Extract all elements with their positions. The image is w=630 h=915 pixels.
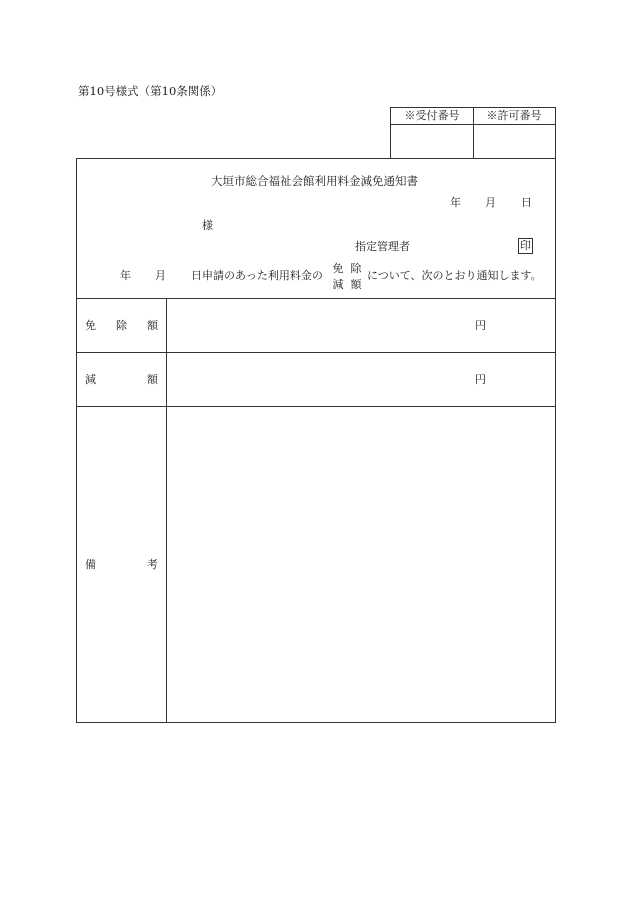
reception-number-label: ※受付番号 [404,109,460,122]
choice-reduction-2: 額 [350,278,362,291]
row-divider [77,298,555,299]
date-day: 日 [521,196,532,209]
reduction-amount-label-1: 減 [85,373,96,386]
sender-label: 指定管理者 [355,240,410,253]
exemption-amount-label-3: 額 [147,319,158,332]
date-year: 年 [450,196,461,209]
body-text-start: 日申請のあった利用料金の [191,269,323,282]
seal-mark [518,238,533,254]
date-month: 月 [485,196,496,209]
choice-reduction-1: 減 [332,278,344,291]
remarks-label-2: 考 [147,558,158,571]
body-text-end: について、次のとおり通知します。 [367,269,542,282]
reduction-amount-label-2: 額 [147,373,158,386]
exemption-amount-label-1: 免 [85,319,96,332]
row-divider [77,406,555,407]
form-number: 第10号様式（第10条関係） [78,84,223,98]
row-divider [77,352,555,353]
choice-exemption-1: 免 [332,262,344,275]
addressee-suffix: 様 [202,219,213,232]
permit-number-label: ※許可番号 [486,109,542,122]
body-month: 月 [155,269,166,282]
notice-form [76,158,556,723]
number-box [390,107,556,159]
label-column-divider [166,298,167,723]
exemption-amount-unit: 円 [475,319,486,332]
reduction-amount-unit: 円 [475,373,486,386]
remarks-label-1: 備 [85,558,96,571]
seal-label: 印 [520,239,531,252]
notice-title: 大垣市総合福祉会館利用料金減免通知書 [211,174,418,188]
choice-exemption-2: 除 [350,262,362,275]
body-year: 年 [120,269,131,282]
exemption-amount-label-2: 除 [116,319,127,332]
